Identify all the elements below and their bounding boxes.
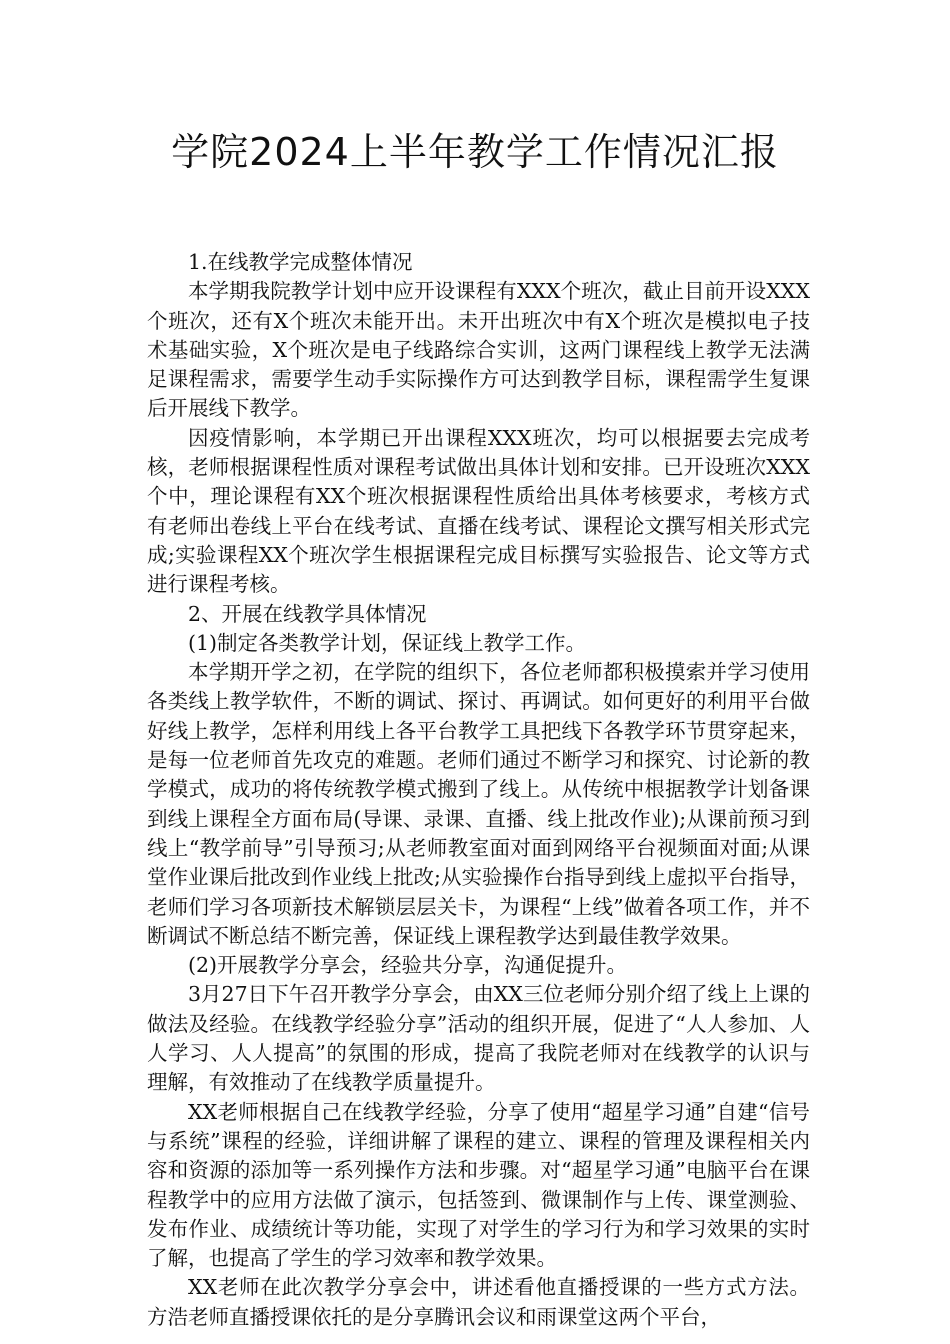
document-title: 学院2024上半年教学工作情况汇报	[171, 130, 779, 174]
paragraph: 3月27日下午召开教学分享会，由XX三位老师分别介绍了线上上课的做法及经验。在线教学经验分享”活动的组织开展，促进了“人人参加、人人学习、人人提高”的氛围的形成，提高了我院老师对在线教学的认识与理解，有效推动了在线教学质量提升。	[147, 982, 810, 1095]
paragraph: XX老师根据自己在线教学经验，分享了使用“超星学习通”自建“信号与系统”课程的经验，详细讲解了课程的建立、课程的管理及课程相关内容和资源的添加等一系列操作方法和步骤。对“超星学习通”电脑平台在课程教学中的应用方法做了演示，包括签到、微课制作与上传、课堂测验、发布作业、成绩统计等功能，实现了对学生的学习行为和学习效果的实时了解，也提高了学生的学习效率和教学效果。	[147, 1099, 810, 1271]
paragraph: 本学期我院教学计划中应开设课程有XXX个班次，截止目前开设XXX个班次，还有X个班次未能开出。未开出班次中有X个班次是模拟电子技术基础实验，X个班次是电子线路综合实训，这两门课程线上教学无法满足课程需求，需要学生动手实际操作方可达到教学目标，课程需学生复课后开展线下教学。	[147, 279, 810, 421]
subheading-2: (2)开展教学分享会，经验共分享，沟通促提升。	[188, 953, 628, 978]
subheading-1: (1)制定各类教学计划，保证线上教学工作。	[188, 630, 587, 655]
paragraph: 因疫情影响，本学期已开出课程XXX班次，均可以根据要去完成考核，老师根据课程性质对课程考试做出具体计划和安排。已开设班次XXX个中，理论课程有XX个班次根据课程性质给出具体考核要求，考核方式有老师出卷线上平台在线考试、直播在线考试、课程论文撰写相关形式完成;实验课程XX个班次学生根据课程完成目标撰写实验报告、论文等方式进行课程考核。	[147, 425, 810, 597]
paragraph: XX老师在此次教学分享会中，讲述看他直播授课的一些方式方法。方浩老师直播授课依托的是分享腾讯会议和雨课堂这两个平台，	[147, 1275, 810, 1329]
heading-section-1: 1.在线教学完成整体情况	[188, 250, 413, 274]
document-body	[147, 248, 810, 1332]
heading-section-2: 2、开展在线教学具体情况	[188, 601, 427, 626]
paragraph: 本学期开学之初，在学院的组织下，各位老师都积极摸索并学习使用各类线上教学软件，不断的调试、探讨、再调试。如何更好的利用平台做好线上教学，怎样利用线上各平台教学工具把线下各教学环节贯穿起来，是每一位老师首先攻克的难题。老师们通过不断学习和探究、讨论新的教学模式，成功的将传统教学模式搬到了线上。从传统中根据教学计划备课到线上课程全方面布局(导课、录课、直播、线上批改作业);从课前预习到线上“教学前导”引导预习;从老师教室面对面到网络平台视频面对面;从课堂作业课后批改到作业线上批改;从实验操作台指导到线上虚拟平台指导，老师们学习各项新技术解锁层层关卡，为课程“上线”做着各项工作，并不断调试不断总结不断完善，保证线上课程教学达到最佳教学效果。	[147, 660, 810, 948]
